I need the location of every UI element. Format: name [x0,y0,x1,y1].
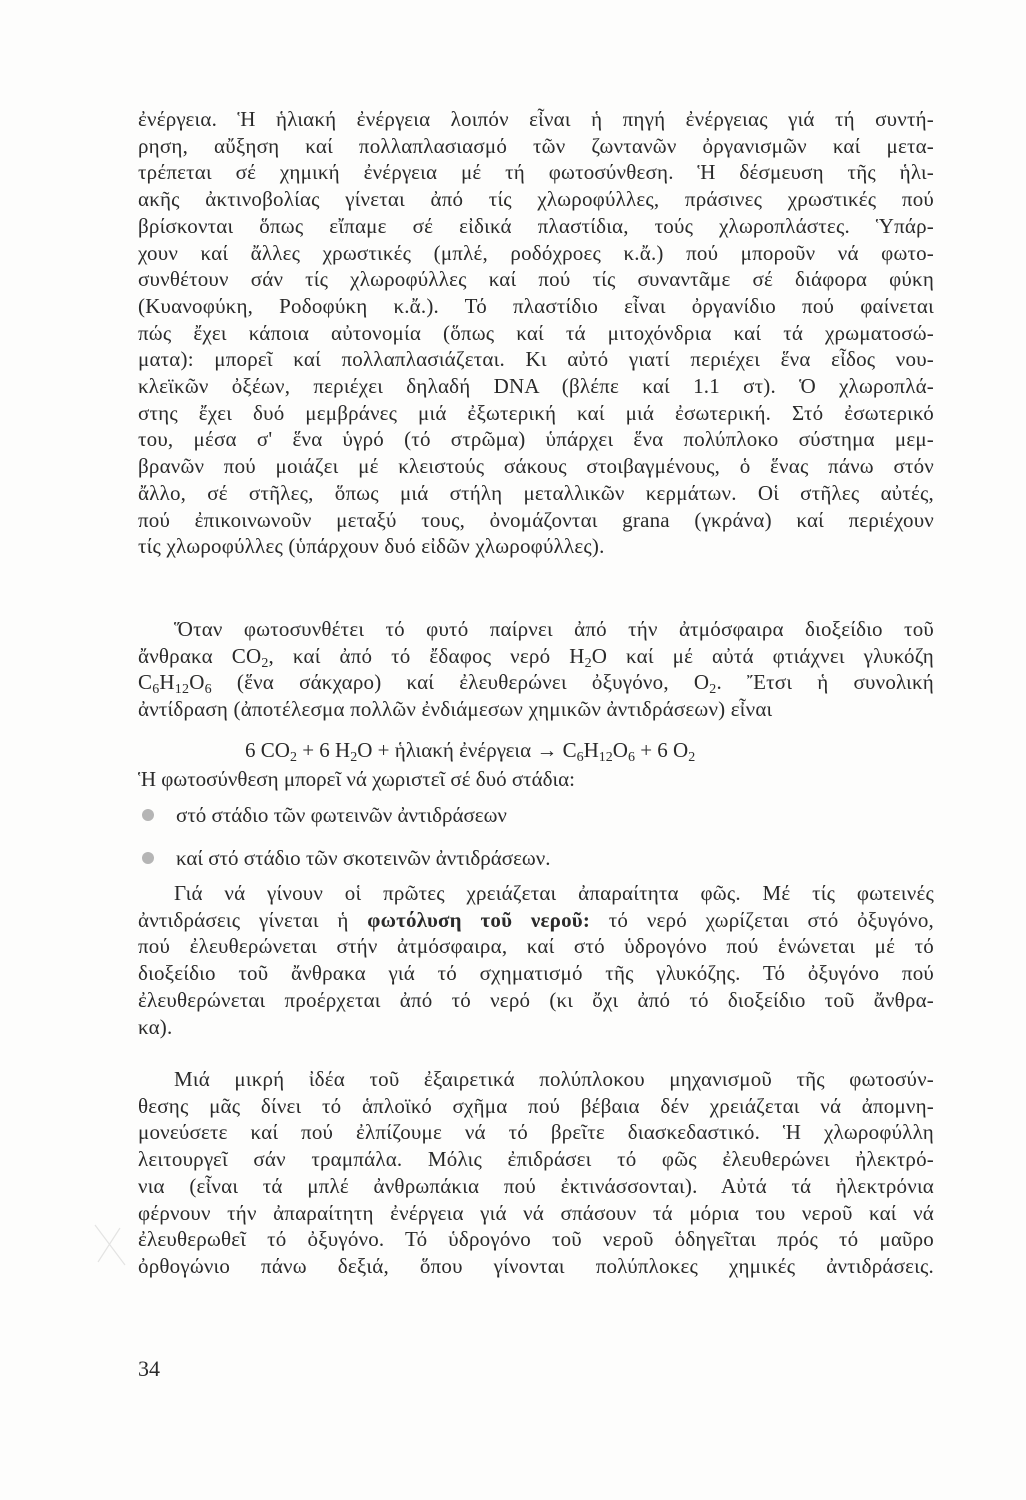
equation-term: + 6 H [296,738,351,762]
text-line: ακῆς ἀκτινοβολίας γίνεται ἀπό τίς χλωροφύλλες, πράσινες χρωστικές πού [138,187,934,212]
text-line: μονεύσετε καί πού ἐλπίζουμε νά τό βρεῖτε διασκεδαστικό. Ἡ χλωροφύλλη [138,1120,934,1145]
text-line: βρίσκονται ὅπως εἴπαμε σέ εἰδικά πλαστίδια, τούς χλωροπλάστες. Ὑπάρ- [138,213,934,238]
subscript: 2 [584,655,592,671]
text-line: ἐνέργεια. Ἡ ἡλιακή ἐνέργεια λοιπόν εἶναι ἡ πηγή ἐνέργειας γιά τή συντή- [138,107,934,131]
text-run: H [159,670,175,695]
equation-term: 6 CO [245,738,290,762]
text-run: ἄνθρακα CO [138,643,262,668]
subscript: 12 [598,750,613,765]
text-line: Ὅταν φωτοσυνθέτει τό φυτό παίρνει ἀπό τήν ἀτμόσφαιρα διοξείδιο τοῦ [174,617,934,641]
equation-term: H [583,738,599,762]
text-line: ἐλευθερωθεῖ τό ὀξυγόνο. Τό ὑδρογόνο τοῦ νεροῦ ὁδηγεῖται πρός τό μαῦρο [138,1227,934,1252]
text-line: πώς ἔχει κάποια αὐτονομία (ὅπως καί τά μιτοχόνδρια καί τά χρωματοσώ- [138,320,934,345]
text-run: O καί μέ αὐτά φτιάχνει γλυκόζη [591,643,934,668]
subscript: 6 [204,682,212,698]
bullet-icon [142,852,154,864]
subscript: 2 [350,750,358,765]
text-line: τρέπεται σέ χημική ἐνέργεια μέ τή φωτοσύνθεση. Ἡ δέσμευση τῆς ἡλι- [138,160,934,185]
subscript: 6 [627,750,635,765]
list-item [138,845,934,871]
text-line: του, μέσα σ' ἕνα ὑγρό (τό στρῶμα) ὑπάρχει ἕνα πολύπλοκο σύστημα μεμ- [138,427,934,452]
paragraph-mechanism [138,1066,934,1280]
bold-term: φωτόλυση τοῦ νεροῦ: [367,907,591,932]
equation-term: + 6 O [634,738,689,762]
text-line: χουν καί ἄλλες χρωστικές (μπλέ, ροδόχροες κ.ἄ.) πού μποροῦν νά φωτο- [138,240,934,265]
list-item-text: καί στό στάδιο τῶν σκοτεινῶν ἀντιδράσεων. [176,845,551,870]
text-line: συνθέτουν σάν τίς χλωροφύλλες καί πού τίς συναντᾶμε σέ διάφορα φύκη [138,267,934,292]
text-line: κα). [138,1014,173,1039]
text-line [138,643,934,670]
stages-intro: Ἡ φωτοσύνθεση μπορεῖ νά χωριστεῖ σέ δυό στάδια: [138,767,575,791]
page-number: 34 [138,1356,160,1381]
text-line: φέρνουν τήν ἀπαραίτητη ἐνέργεια γιά νά σπάσουν τά μόρια του νεροῦ καί νά [138,1200,934,1225]
bullet-icon [142,809,154,821]
subscript: 2 [709,682,717,698]
text-line: διοξείδιο τοῦ ἄνθρακα γιά τό σχηματισμό τῆς γλυκόζης. Τό ὀξυγόνο πού [138,961,934,986]
text-line: ἐλευθερώνεται προέρχεται ἀπό τό νερό (κι ὄχι ἀπό τό διοξείδιο τοῦ ἄνθρα- [138,987,934,1012]
text-line: βρανῶν πού μοιάζει μέ κλειστούς σάκους στοιβαγμένους, ὁ ἕνας πάνω στόν [138,454,934,479]
paragraph-chloroplast [138,106,934,560]
text-line: ἄλλο, σέ στῆλες, ὅπως μιά στήλη μεταλλικῶν κερμάτων. Οἱ στῆλες αὐτές, [138,480,934,505]
text-line: τίς χλωροφύλλες (ὑπάρχουν δυό εἰδῶν χλωροφύλλες). [138,534,605,559]
text-run: (ἕνα σάκχαρο) καί ἐλευθερώνει ὀξυγόνο, O [211,670,710,695]
list-item-text: στό στάδιο τῶν φωτεινῶν ἀντιδράσεων [176,802,507,827]
text-line: θεσης μᾶς δίνει τό ἁπλοϊκό σχῆμα πού βέβαια δέν χρειάζεται νά ἀπομνη- [138,1093,934,1118]
text-line: πού ἐλευθερώνεται στήν ἀτμόσφαιρα, καί στό ὑδρογόνο πού ἑνώνεται μέ τό [138,934,934,959]
photosynthesis-equation [245,737,865,764]
text-run: . Ἔτσι ἡ συνολική [716,670,934,695]
text-line: πού ἐπικοινωνοῦν μεταξύ τους, ὀνομάζονται grana (γκράνα) καί περιέχουν [138,507,934,532]
text-line: στης ἔχει δυό μεμβράνες μιά ἐξωτερική καί μιά ἐσωτερική. Στό ἐσωτερικό [138,400,934,425]
subscript: 2 [289,750,297,765]
text-line [138,907,934,934]
text-line: νια (εἶναι τά μπλέ ἀνθρωπάκια πού ἐκτινάσσονται). Αὐτά τά ἠλεκτρόνια [138,1173,934,1198]
text-run: τό νερό χωρίζεται στό ὀξυγόνο, [590,907,934,932]
equation-term: O [612,738,628,762]
text-line: κλεϊκῶν ὀξέων, περιέχει δηλαδή DNA (βλέπε καί 1.1 στ). Ὁ χλωροπλά- [138,374,934,399]
text-line: (Κυανοφύκη, Ροδοφύκη κ.ἄ.). Τό πλαστίδιο εἶναι ὀργανίδιο πού φαίνεται [138,293,934,318]
subscript: 6 [152,682,160,698]
text-run: ἀντιδράσεις γίνεται ἡ [138,907,368,932]
subscript: 6 [576,750,584,765]
equation-term: O + ἡλιακή ἐνέργεια → C [357,738,577,762]
subscript: 2 [688,750,696,765]
stages-list [138,802,934,888]
text-line: ὀρθογώνιο πάνω δεξιά, ὅπου γίνονται πολύπλοκες χημικές ἀντιδράσεις. [138,1253,934,1278]
text-line [138,669,934,696]
pencil-mark-icon [90,1220,130,1270]
text-line: ματα): μπορεῖ καί πολλαπλασιάζεται. Κι αὐτό γιατί περιέχει ἕνα εἶδος νου- [138,347,934,372]
text-run: O [189,670,205,695]
text-line: Μιά μικρή ἰδέα τοῦ ἐξαιρετικά πολύπλοκου μηχανισμοῦ τῆς φωτοσύν- [174,1067,934,1091]
paragraph-light-reactions [138,880,934,1040]
list-item [138,802,934,828]
text-line: ρηση, αὔξηση καί πολλαπλασιασμό τῶν ζωντανῶν ὀργανισμῶν καί μετα- [138,133,934,158]
text-run: C [138,670,153,695]
text-line: Γιά νά γίνουν οἱ πρῶτες χρειάζεται ἀπαραίτητα φῶς. Μέ τίς φωτεινές [174,881,934,905]
paragraph-photosynthesis-intro [138,616,934,723]
text-line: λειτουργεῖ σάν τραμπάλα. Μόλις ἐπιδράσει τό φῶς ἐλευθερώνει ἠλεκτρό- [138,1147,934,1172]
text-run: , καί ἀπό τό ἔδαφος νερό H [268,643,585,668]
subscript: 12 [174,682,190,698]
subscript: 2 [261,655,269,671]
text-line: ἀντίδραση (ἀποτέλεσμα πολλῶν ἐνδιάμεσων χημικῶν ἀντιδράσεων) εἶναι [138,697,773,722]
